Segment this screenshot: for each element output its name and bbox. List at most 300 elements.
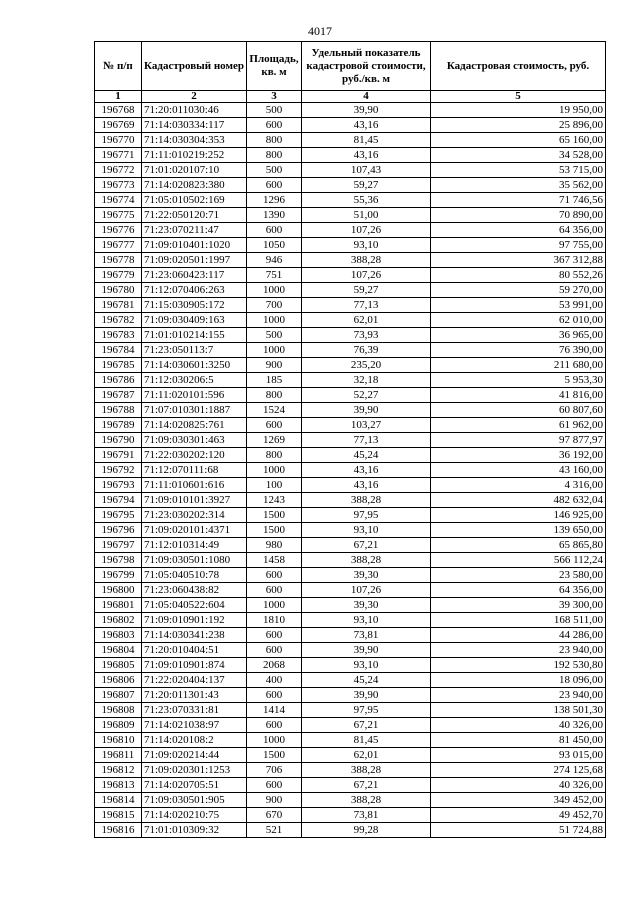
unit-value-cell: 107,26 bbox=[302, 268, 431, 283]
cadastral-value-cell: 34 528,00 bbox=[431, 148, 606, 163]
table-row bbox=[95, 598, 606, 613]
row-number-cell: 196776 bbox=[95, 223, 142, 238]
cadastral-number-cell: 71:20:011030:46 bbox=[142, 103, 247, 118]
table-row bbox=[95, 343, 606, 358]
cadastral-number-cell: 71:09:010901:192 bbox=[142, 613, 247, 628]
cadastral-number-cell: 71:01:010309:32 bbox=[142, 823, 247, 838]
unit-value-cell: 77,13 bbox=[302, 433, 431, 448]
row-number-cell: 196800 bbox=[95, 583, 142, 598]
cadastral-value-cell: 349 452,00 bbox=[431, 793, 606, 808]
table-row bbox=[95, 118, 606, 133]
unit-value-cell: 388,28 bbox=[302, 763, 431, 778]
cadastral-value-cell: 25 896,00 bbox=[431, 118, 606, 133]
unit-value-cell: 51,00 bbox=[302, 208, 431, 223]
table-row bbox=[95, 178, 606, 193]
table-row bbox=[95, 223, 606, 238]
area-cell: 1000 bbox=[247, 598, 302, 613]
cadastral-value-cell: 23 940,00 bbox=[431, 643, 606, 658]
row-number-cell: 196789 bbox=[95, 418, 142, 433]
row-number-cell: 196813 bbox=[95, 778, 142, 793]
cadastral-number-cell: 71:09:010401:1020 bbox=[142, 238, 247, 253]
row-number-cell: 196769 bbox=[95, 118, 142, 133]
table-row bbox=[95, 718, 606, 733]
unit-value-cell: 45,24 bbox=[302, 673, 431, 688]
cadastral-value-cell: 71 746,56 bbox=[431, 193, 606, 208]
unit-value-cell: 67,21 bbox=[302, 778, 431, 793]
row-number-cell: 196805 bbox=[95, 658, 142, 673]
cadastral-value-cell: 65 160,00 bbox=[431, 133, 606, 148]
area-cell: 1296 bbox=[247, 193, 302, 208]
unit-value-cell: 45,24 bbox=[302, 448, 431, 463]
area-cell: 1500 bbox=[247, 508, 302, 523]
row-number-cell: 196770 bbox=[95, 133, 142, 148]
area-cell: 700 bbox=[247, 298, 302, 313]
table-row bbox=[95, 403, 606, 418]
unit-value-cell: 388,28 bbox=[302, 253, 431, 268]
row-number-cell: 196804 bbox=[95, 643, 142, 658]
row-number-cell: 196785 bbox=[95, 358, 142, 373]
column-number: 5 bbox=[431, 91, 606, 103]
table-row bbox=[95, 583, 606, 598]
unit-value-cell: 76,39 bbox=[302, 343, 431, 358]
cadastral-value-cell: 211 680,00 bbox=[431, 358, 606, 373]
table-row bbox=[95, 703, 606, 718]
cadastral-number-cell: 71:14:020705:51 bbox=[142, 778, 247, 793]
cadastral-number-cell: 71:09:020214:44 bbox=[142, 748, 247, 763]
area-cell: 1000 bbox=[247, 313, 302, 328]
row-number-cell: 196808 bbox=[95, 703, 142, 718]
table-row bbox=[95, 733, 606, 748]
cadastral-number-cell: 71:14:030334:117 bbox=[142, 118, 247, 133]
table-row bbox=[95, 478, 606, 493]
area-cell: 900 bbox=[247, 358, 302, 373]
unit-value-cell: 388,28 bbox=[302, 793, 431, 808]
cadastral-number-cell: 71:14:021038:97 bbox=[142, 718, 247, 733]
area-cell: 600 bbox=[247, 118, 302, 133]
area-cell: 1000 bbox=[247, 463, 302, 478]
cadastral-number-cell: 71:23:060423:117 bbox=[142, 268, 247, 283]
cadastral-number-cell: 71:22:050120:71 bbox=[142, 208, 247, 223]
cadastral-value-cell: 53 991,00 bbox=[431, 298, 606, 313]
table-row bbox=[95, 163, 606, 178]
cadastral-number-cell: 71:01:010214:155 bbox=[142, 328, 247, 343]
table-row bbox=[95, 208, 606, 223]
table-row bbox=[95, 328, 606, 343]
cadastral-number-cell: 71:09:030409:163 bbox=[142, 313, 247, 328]
table-row bbox=[95, 133, 606, 148]
cadastral-value-cell: 64 356,00 bbox=[431, 223, 606, 238]
cadastral-number-cell: 71:09:030501:1080 bbox=[142, 553, 247, 568]
cadastral-value-cell: 146 925,00 bbox=[431, 508, 606, 523]
row-number-cell: 196775 bbox=[95, 208, 142, 223]
cadastral-value-cell: 44 286,00 bbox=[431, 628, 606, 643]
cadastral-number-cell: 71:01:020107:10 bbox=[142, 163, 247, 178]
cadastral-value-cell: 70 890,00 bbox=[431, 208, 606, 223]
column-number: 2 bbox=[142, 91, 247, 103]
area-cell: 600 bbox=[247, 568, 302, 583]
row-number-cell: 196806 bbox=[95, 673, 142, 688]
area-cell: 800 bbox=[247, 148, 302, 163]
row-number-cell: 196784 bbox=[95, 343, 142, 358]
cadastral-number-cell: 71:05:040522:604 bbox=[142, 598, 247, 613]
cadastral-value-cell: 41 816,00 bbox=[431, 388, 606, 403]
header-unit-value: Удельный показатель кадастровой стоимости, руб./кв. м bbox=[302, 42, 431, 91]
table-row bbox=[95, 823, 606, 838]
table-row bbox=[95, 748, 606, 763]
unit-value-cell: 73,81 bbox=[302, 628, 431, 643]
row-number-cell: 196771 bbox=[95, 148, 142, 163]
unit-value-cell: 93,10 bbox=[302, 523, 431, 538]
area-cell: 500 bbox=[247, 103, 302, 118]
cadastral-value-cell: 97 755,00 bbox=[431, 238, 606, 253]
unit-value-cell: 59,27 bbox=[302, 283, 431, 298]
cadastral-value-cell: 18 096,00 bbox=[431, 673, 606, 688]
table-row bbox=[95, 463, 606, 478]
table-row bbox=[95, 763, 606, 778]
area-cell: 980 bbox=[247, 538, 302, 553]
cadastral-value-cell: 40 326,00 bbox=[431, 778, 606, 793]
area-cell: 706 bbox=[247, 763, 302, 778]
area-cell: 600 bbox=[247, 628, 302, 643]
unit-value-cell: 93,10 bbox=[302, 238, 431, 253]
cadastral-value-cell: 59 270,00 bbox=[431, 283, 606, 298]
cadastral-number-cell: 71:12:030206:5 bbox=[142, 373, 247, 388]
cadastral-value-cell: 5 953,30 bbox=[431, 373, 606, 388]
cadastral-number-cell: 71:09:020101:4371 bbox=[142, 523, 247, 538]
unit-value-cell: 55,36 bbox=[302, 193, 431, 208]
row-number-cell: 196778 bbox=[95, 253, 142, 268]
header-row-number: № п/п bbox=[95, 42, 142, 91]
area-cell: 521 bbox=[247, 823, 302, 838]
cadastral-value-cell: 61 962,00 bbox=[431, 418, 606, 433]
table-row bbox=[95, 553, 606, 568]
cadastral-number-cell: 71:12:070406:263 bbox=[142, 283, 247, 298]
cadastral-value-cell: 80 552,26 bbox=[431, 268, 606, 283]
area-cell: 100 bbox=[247, 478, 302, 493]
area-cell: 800 bbox=[247, 388, 302, 403]
row-number-cell: 196777 bbox=[95, 238, 142, 253]
cadastral-number-cell: 71:05:010502:169 bbox=[142, 193, 247, 208]
row-number-cell: 196816 bbox=[95, 823, 142, 838]
area-cell: 2068 bbox=[247, 658, 302, 673]
unit-value-cell: 67,21 bbox=[302, 718, 431, 733]
unit-value-cell: 81,45 bbox=[302, 733, 431, 748]
area-cell: 600 bbox=[247, 223, 302, 238]
table-row bbox=[95, 673, 606, 688]
row-number-cell: 196781 bbox=[95, 298, 142, 313]
area-cell: 800 bbox=[247, 133, 302, 148]
row-number-cell: 196768 bbox=[95, 103, 142, 118]
cadastral-value-cell: 35 562,00 bbox=[431, 178, 606, 193]
cadastral-value-cell: 65 865,80 bbox=[431, 538, 606, 553]
unit-value-cell: 39,30 bbox=[302, 598, 431, 613]
unit-value-cell: 103,27 bbox=[302, 418, 431, 433]
unit-value-cell: 43,16 bbox=[302, 118, 431, 133]
table-row bbox=[95, 373, 606, 388]
unit-value-cell: 93,10 bbox=[302, 613, 431, 628]
table-row bbox=[95, 268, 606, 283]
cadastral-number-cell: 71:23:060438:82 bbox=[142, 583, 247, 598]
cadastral-value-cell: 566 112,24 bbox=[431, 553, 606, 568]
area-cell: 1050 bbox=[247, 238, 302, 253]
cadastral-number-cell: 71:09:030501:905 bbox=[142, 793, 247, 808]
table-row bbox=[95, 613, 606, 628]
row-number-cell: 196801 bbox=[95, 598, 142, 613]
cadastral-number-cell: 71:09:030301:463 bbox=[142, 433, 247, 448]
unit-value-cell: 388,28 bbox=[302, 553, 431, 568]
area-cell: 1500 bbox=[247, 523, 302, 538]
area-cell: 1000 bbox=[247, 283, 302, 298]
area-cell: 900 bbox=[247, 793, 302, 808]
unit-value-cell: 32,18 bbox=[302, 373, 431, 388]
column-number-row bbox=[95, 91, 606, 103]
cadastral-value-cell: 60 807,60 bbox=[431, 403, 606, 418]
unit-value-cell: 39,90 bbox=[302, 403, 431, 418]
cadastral-value-cell: 4 316,00 bbox=[431, 478, 606, 493]
cadastral-number-cell: 71:09:020501:1997 bbox=[142, 253, 247, 268]
cadastral-number-cell: 71:05:040510:78 bbox=[142, 568, 247, 583]
cadastral-value-cell: 23 580,00 bbox=[431, 568, 606, 583]
unit-value-cell: 39,90 bbox=[302, 103, 431, 118]
cadastral-number-cell: 71:14:020825:761 bbox=[142, 418, 247, 433]
row-number-cell: 196786 bbox=[95, 373, 142, 388]
cadastral-value-cell: 51 724,88 bbox=[431, 823, 606, 838]
cadastral-value-cell: 19 950,00 bbox=[431, 103, 606, 118]
table-row bbox=[95, 538, 606, 553]
unit-value-cell: 235,20 bbox=[302, 358, 431, 373]
row-number-cell: 196780 bbox=[95, 283, 142, 298]
row-number-cell: 196794 bbox=[95, 493, 142, 508]
unit-value-cell: 52,27 bbox=[302, 388, 431, 403]
cadastral-number-cell: 71:07:010301:1887 bbox=[142, 403, 247, 418]
row-number-cell: 196783 bbox=[95, 328, 142, 343]
table-row bbox=[95, 688, 606, 703]
unit-value-cell: 67,21 bbox=[302, 538, 431, 553]
cadastral-value-cell: 62 010,00 bbox=[431, 313, 606, 328]
row-number-cell: 196798 bbox=[95, 553, 142, 568]
cadastral-number-cell: 71:12:070111:68 bbox=[142, 463, 247, 478]
unit-value-cell: 388,28 bbox=[302, 493, 431, 508]
area-cell: 600 bbox=[247, 718, 302, 733]
table-row bbox=[95, 808, 606, 823]
area-cell: 500 bbox=[247, 328, 302, 343]
cadastral-value-cell: 43 160,00 bbox=[431, 463, 606, 478]
table-row bbox=[95, 358, 606, 373]
area-cell: 1458 bbox=[247, 553, 302, 568]
cadastral-value-cell: 76 390,00 bbox=[431, 343, 606, 358]
cadastral-value-cell: 53 715,00 bbox=[431, 163, 606, 178]
cadastral-value-cell: 97 877,97 bbox=[431, 433, 606, 448]
cadastral-value-cell: 23 940,00 bbox=[431, 688, 606, 703]
cadastral-number-cell: 71:09:020301:1253 bbox=[142, 763, 247, 778]
area-cell: 600 bbox=[247, 643, 302, 658]
header-cadastral-number: Кадастровый номер bbox=[142, 42, 247, 91]
row-number-cell: 196772 bbox=[95, 163, 142, 178]
area-cell: 1243 bbox=[247, 493, 302, 508]
table-row bbox=[95, 313, 606, 328]
area-cell: 1414 bbox=[247, 703, 302, 718]
row-number-cell: 196809 bbox=[95, 718, 142, 733]
area-cell: 400 bbox=[247, 673, 302, 688]
table-row bbox=[95, 523, 606, 538]
area-cell: 1390 bbox=[247, 208, 302, 223]
area-cell: 500 bbox=[247, 163, 302, 178]
cadastral-number-cell: 71:23:030202:314 bbox=[142, 508, 247, 523]
table-body bbox=[95, 103, 606, 838]
area-cell: 670 bbox=[247, 808, 302, 823]
area-cell: 600 bbox=[247, 688, 302, 703]
unit-value-cell: 107,43 bbox=[302, 163, 431, 178]
cadastral-number-cell: 71:14:020823:380 bbox=[142, 178, 247, 193]
cadastral-value-cell: 39 300,00 bbox=[431, 598, 606, 613]
cadastral-number-cell: 71:22:020404:137 bbox=[142, 673, 247, 688]
cadastral-value-cell: 64 356,00 bbox=[431, 583, 606, 598]
row-number-cell: 196797 bbox=[95, 538, 142, 553]
unit-value-cell: 62,01 bbox=[302, 313, 431, 328]
cadastral-value-cell: 93 015,00 bbox=[431, 748, 606, 763]
area-cell: 1500 bbox=[247, 748, 302, 763]
area-cell: 800 bbox=[247, 448, 302, 463]
cadastral-number-cell: 71:23:070211:47 bbox=[142, 223, 247, 238]
cadastral-number-cell: 71:11:010601:616 bbox=[142, 478, 247, 493]
column-number: 4 bbox=[302, 91, 431, 103]
unit-value-cell: 93,10 bbox=[302, 658, 431, 673]
cadastral-value-cell: 482 632,04 bbox=[431, 493, 606, 508]
unit-value-cell: 43,16 bbox=[302, 148, 431, 163]
cadastral-number-cell: 71:09:010901:874 bbox=[142, 658, 247, 673]
cadastral-number-cell: 71:15:030905:172 bbox=[142, 298, 247, 313]
cadastral-number-cell: 71:14:020210:75 bbox=[142, 808, 247, 823]
unit-value-cell: 81,45 bbox=[302, 133, 431, 148]
area-cell: 600 bbox=[247, 583, 302, 598]
row-number-cell: 196795 bbox=[95, 508, 142, 523]
area-cell: 1810 bbox=[247, 613, 302, 628]
row-number-cell: 196774 bbox=[95, 193, 142, 208]
row-number-cell: 196815 bbox=[95, 808, 142, 823]
row-number-cell: 196793 bbox=[95, 478, 142, 493]
table-row bbox=[95, 193, 606, 208]
cadastral-value-cell: 36 965,00 bbox=[431, 328, 606, 343]
row-number-cell: 196773 bbox=[95, 178, 142, 193]
unit-value-cell: 107,26 bbox=[302, 223, 431, 238]
cadastral-number-cell: 71:14:030304:353 bbox=[142, 133, 247, 148]
cadastral-value-cell: 81 450,00 bbox=[431, 733, 606, 748]
row-number-cell: 196802 bbox=[95, 613, 142, 628]
unit-value-cell: 73,81 bbox=[302, 808, 431, 823]
area-cell: 600 bbox=[247, 418, 302, 433]
row-number-cell: 196799 bbox=[95, 568, 142, 583]
cadastral-number-cell: 71:20:010404:51 bbox=[142, 643, 247, 658]
table-row bbox=[95, 778, 606, 793]
header-row bbox=[95, 42, 606, 91]
unit-value-cell: 43,16 bbox=[302, 463, 431, 478]
row-number-cell: 196814 bbox=[95, 793, 142, 808]
unit-value-cell: 99,28 bbox=[302, 823, 431, 838]
cadastral-number-cell: 71:20:011301:43 bbox=[142, 688, 247, 703]
cadastral-number-cell: 71:12:010314:49 bbox=[142, 538, 247, 553]
cadastral-number-cell: 71:14:020108:2 bbox=[142, 733, 247, 748]
table-row bbox=[95, 298, 606, 313]
table-row bbox=[95, 448, 606, 463]
table-row bbox=[95, 568, 606, 583]
cadastral-value-cell: 139 650,00 bbox=[431, 523, 606, 538]
unit-value-cell: 39,30 bbox=[302, 568, 431, 583]
table-row bbox=[95, 628, 606, 643]
cadastral-number-cell: 71:09:010101:3927 bbox=[142, 493, 247, 508]
header-area: Площадь, кв. м bbox=[247, 42, 302, 91]
cadastral-value-cell: 192 530,80 bbox=[431, 658, 606, 673]
row-number-cell: 196810 bbox=[95, 733, 142, 748]
row-number-cell: 196788 bbox=[95, 403, 142, 418]
table-row bbox=[95, 658, 606, 673]
area-cell: 1524 bbox=[247, 403, 302, 418]
table-header bbox=[95, 42, 606, 103]
table-row bbox=[95, 793, 606, 808]
table-row bbox=[95, 283, 606, 298]
table-row bbox=[95, 433, 606, 448]
row-number-cell: 196803 bbox=[95, 628, 142, 643]
unit-value-cell: 97,95 bbox=[302, 508, 431, 523]
row-number-cell: 196779 bbox=[95, 268, 142, 283]
cadastral-value-cell: 36 192,00 bbox=[431, 448, 606, 463]
area-cell: 751 bbox=[247, 268, 302, 283]
unit-value-cell: 97,95 bbox=[302, 703, 431, 718]
row-number-cell: 196792 bbox=[95, 463, 142, 478]
row-number-cell: 196811 bbox=[95, 748, 142, 763]
cadastral-number-cell: 71:23:050113:7 bbox=[142, 343, 247, 358]
unit-value-cell: 43,16 bbox=[302, 478, 431, 493]
unit-value-cell: 39,90 bbox=[302, 688, 431, 703]
cadastral-number-cell: 71:11:020101:596 bbox=[142, 388, 247, 403]
cadastral-number-cell: 71:11:010219:252 bbox=[142, 148, 247, 163]
cadastral-value-cell: 40 326,00 bbox=[431, 718, 606, 733]
area-cell: 600 bbox=[247, 778, 302, 793]
area-cell: 1269 bbox=[247, 433, 302, 448]
table-row bbox=[95, 148, 606, 163]
cadastral-number-cell: 71:14:030341:238 bbox=[142, 628, 247, 643]
unit-value-cell: 59,27 bbox=[302, 178, 431, 193]
row-number-cell: 196790 bbox=[95, 433, 142, 448]
unit-value-cell: 73,93 bbox=[302, 328, 431, 343]
row-number-cell: 196787 bbox=[95, 388, 142, 403]
cadastral-value-cell: 49 452,70 bbox=[431, 808, 606, 823]
table-row bbox=[95, 643, 606, 658]
cadastral-value-cell: 138 501,30 bbox=[431, 703, 606, 718]
cadastral-value-cell: 168 511,00 bbox=[431, 613, 606, 628]
table-row bbox=[95, 418, 606, 433]
area-cell: 600 bbox=[247, 178, 302, 193]
area-cell: 946 bbox=[247, 253, 302, 268]
table-row bbox=[95, 103, 606, 118]
area-cell: 1000 bbox=[247, 343, 302, 358]
row-number-cell: 196791 bbox=[95, 448, 142, 463]
table-row bbox=[95, 253, 606, 268]
cadastral-value-table bbox=[94, 41, 606, 838]
page-number: 4017 bbox=[308, 24, 332, 38]
cadastral-number-cell: 71:14:030601:3250 bbox=[142, 358, 247, 373]
unit-value-cell: 62,01 bbox=[302, 748, 431, 763]
header-cadastral-value: Кадастровая стоимость, руб. bbox=[431, 42, 606, 91]
table-row bbox=[95, 508, 606, 523]
unit-value-cell: 77,13 bbox=[302, 298, 431, 313]
table-row bbox=[95, 238, 606, 253]
row-number-cell: 196807 bbox=[95, 688, 142, 703]
cadastral-value-cell: 367 312,88 bbox=[431, 253, 606, 268]
column-number: 1 bbox=[95, 91, 142, 103]
unit-value-cell: 107,26 bbox=[302, 583, 431, 598]
table-row bbox=[95, 388, 606, 403]
column-number: 3 bbox=[247, 91, 302, 103]
